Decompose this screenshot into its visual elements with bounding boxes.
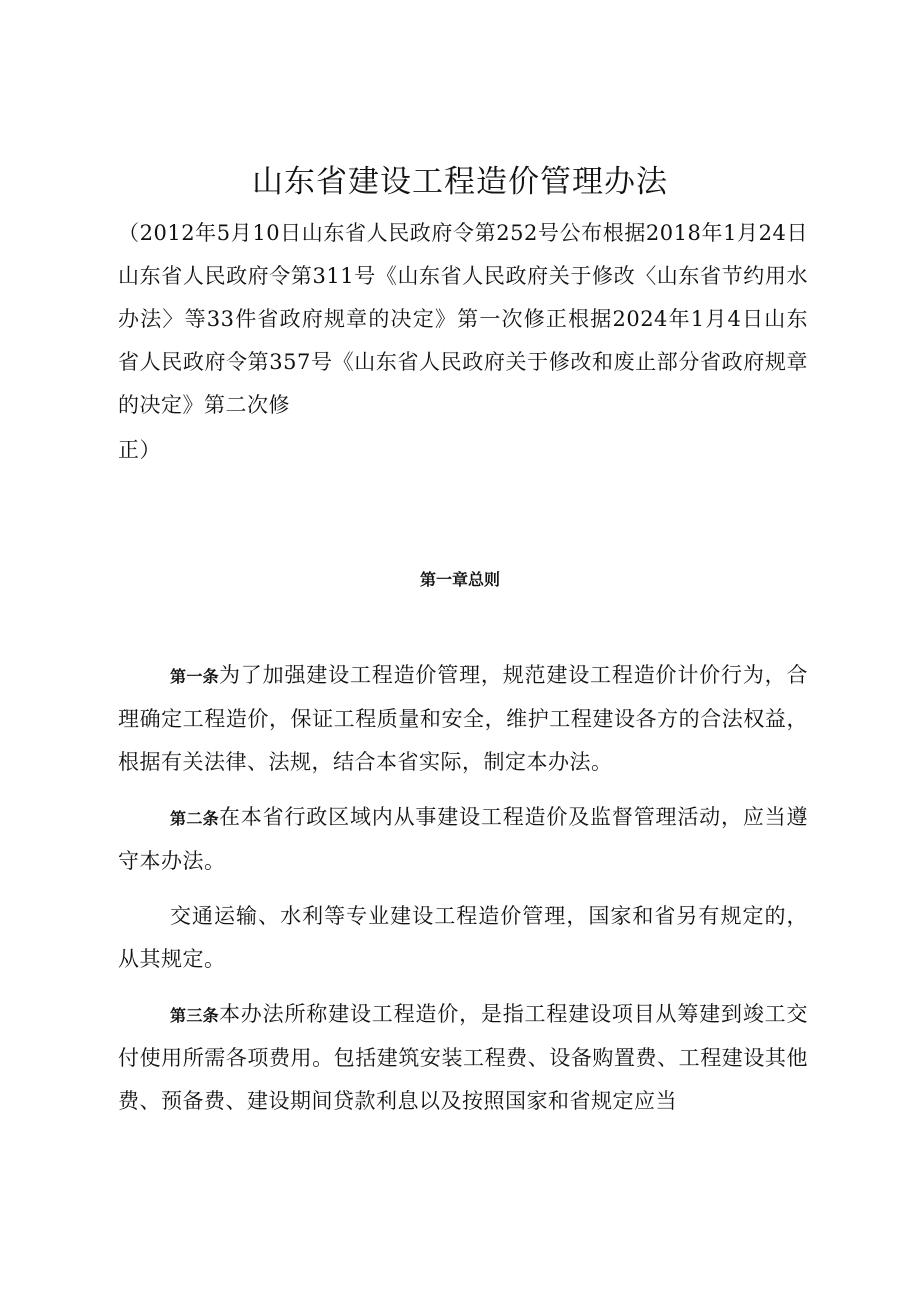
article-paragraph xyxy=(118,993,808,1123)
article-number: 第二条 xyxy=(170,809,219,828)
document-title: 山东省建设工程造价管理办法 xyxy=(252,164,668,200)
article-text: 为了加强建设工程造价管理，规范建设工程造价计价行为，合理确定工程造价，保证工程质量和安全，维护工程建设各方的合法权益，根据有关法律、法规，结合本省实际，制定本办法。 xyxy=(118,663,808,774)
document-subtitle xyxy=(118,212,808,472)
subtitle-text: （2012年5月10日山东省人民政府令第252号公布根据2018年1月24日山东省人民政府令第311号《山东省人民政府关于修改〈山东省节约用水办法〉等33件省政府规章的决定》第一次修正根据2024年1月4日山东省人民政府令第357号《山东省人民政府关于修改和废止部分省政府规章的决定》第二次修 xyxy=(118,221,808,417)
document-body xyxy=(118,654,808,1135)
subtitle-tail: 正） xyxy=(118,438,161,462)
chapter-heading: 第一章总则 xyxy=(419,570,500,589)
article-text: 在本省行政区域内从事建设工程造价及监督管理活动，应当遵守本办法。 xyxy=(118,805,808,873)
article-text: 本办法所称建设工程造价，是指工程建设项目从筹建到竣工交付使用所需各项费用。包括建筑安装工程费、设备购置费、工程建设其他费、预备费、建设期间贷款利息以及按照国家和省规定应当 xyxy=(118,1002,808,1113)
article-number: 第三条 xyxy=(170,1006,219,1025)
article-paragraph xyxy=(118,895,808,981)
article-paragraph xyxy=(118,796,808,883)
article-text: 交通运输、水利等专业建设工程造价管理，国家和省另有规定的，从其规定。 xyxy=(118,904,808,971)
article-paragraph xyxy=(118,654,808,784)
article-number: 第一条 xyxy=(170,667,219,686)
